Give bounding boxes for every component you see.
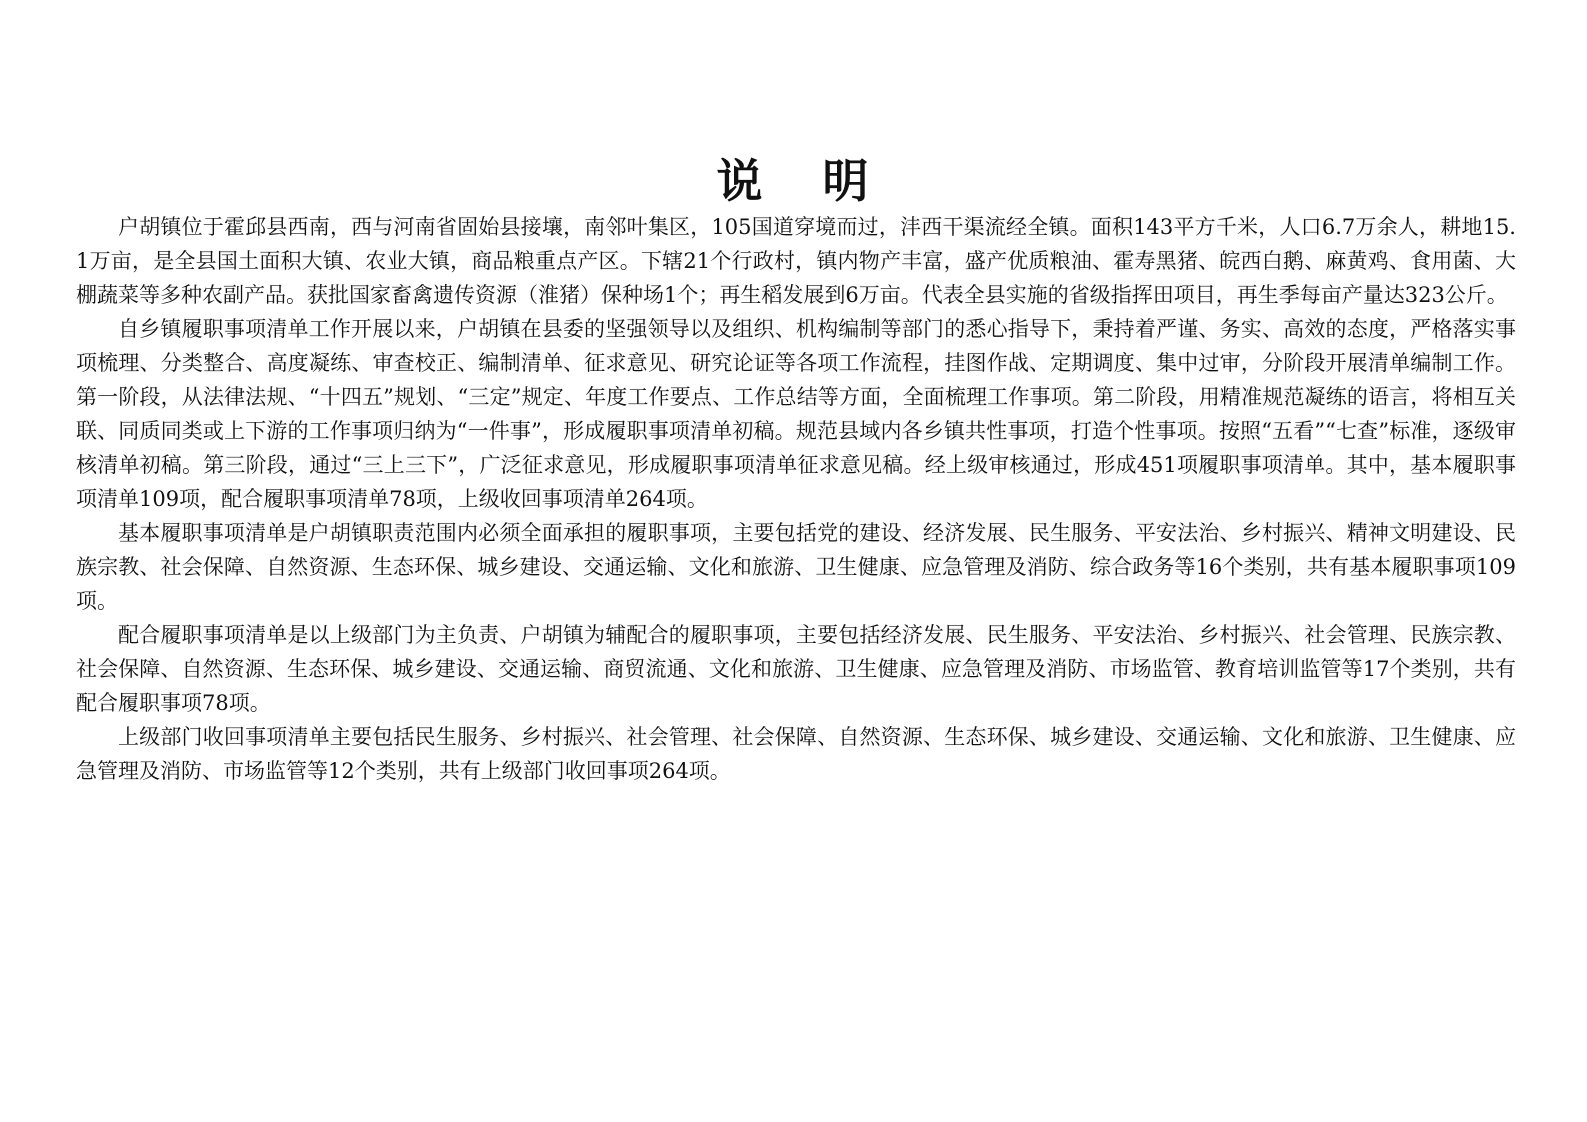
paragraph-basic-duties: 基本履职事项清单是户胡镇职责范围内必须全面承担的履职事项，主要包括党的建设、经济发展、民生服务、平安法治、乡村振兴、精神文明建设、民族宗教、社会保障、自然资源、生态环保、城乡建设、交通运输、文化和旅游、卫生健康、应急管理及消防、综合政务等16个类别，共有基本履职事项109项。	[76, 521, 1516, 613]
document-body	[76, 210, 1516, 788]
title-char-2: 明	[822, 153, 871, 208]
paragraph-reclaimed-duties: 上级部门收回事项清单主要包括民生服务、乡村振兴、社会管理、社会保障、自然资源、生态环保、城乡建设、交通运输、文化和旅游、卫生健康、应急管理及消防、市场监管等12个类别，共有上级部门收回事项264项。	[76, 725, 1516, 783]
title-char-1: 说	[716, 153, 765, 208]
paragraph-supporting-duties: 配合履职事项清单是以上级部门为主负责、户胡镇为辅配合的履职事项，主要包括经济发展、民生服务、平安法治、乡村振兴、社会管理、民族宗教、社会保障、自然资源、生态环保、城乡建设、交通运输、商贸流通、文化和旅游、卫生健康、应急管理及消防、市场监管、教育培训监管等17个类别，共有配合履职事项78项。	[76, 623, 1516, 715]
page-title	[0, 151, 1587, 211]
paragraph-work-process: 自乡镇履职事项清单工作开展以来，户胡镇在县委的坚强领导以及组织、机构编制等部门的悉心指导下，秉持着严谨、务实、高效的态度，严格落实事项梳理、分类整合、高度凝练、审查校正、编制清单、征求意见、研究论证等各项工作流程，挂图作战、定期调度、集中过审，分阶段开展清单编制工作。第一阶段，从法律法规、“十四五”规划、“三定”规定、年度工作要点、工作总结等方面，全面梳理工作事项。第二阶段，用精准规范凝练的语言，将相互关联、同质同类或上下游的工作事项归纳为“一件事”，形成履职事项清单初稿。规范县域内各乡镇共性事项，打造个性事项。按照“五看”“七查”标准，逐级审核清单初稿。第三阶段，通过“三上三下”，广泛征求意见，形成履职事项清单征求意见稿。经上级审核通过，形成451项履职事项清单。其中，基本履职事项清单109项，配合履职事项清单78项，上级收回事项清单264项。	[76, 317, 1516, 511]
paragraph-town-overview: 户胡镇位于霍邱县西南，西与河南省固始县接壤，南邻叶集区，105国道穿境而过，沣西干渠流经全镇。面积143平方千米，人口6.7万余人，耕地15.1万亩，是全县国土面积大镇、农业大镇，商品粮重点产区。下辖21个行政村，镇内物产丰富，盛产优质粮油、霍寿黑猪、皖西白鹅、麻黄鸡、食用菌、大棚蔬菜等多种农副产品。获批国家畜禽遗传资源（淮猪）保种场1个；再生稻发展到6万亩。代表全县实施的省级指挥田项目，再生季每亩产量达323公斤。	[76, 215, 1516, 307]
